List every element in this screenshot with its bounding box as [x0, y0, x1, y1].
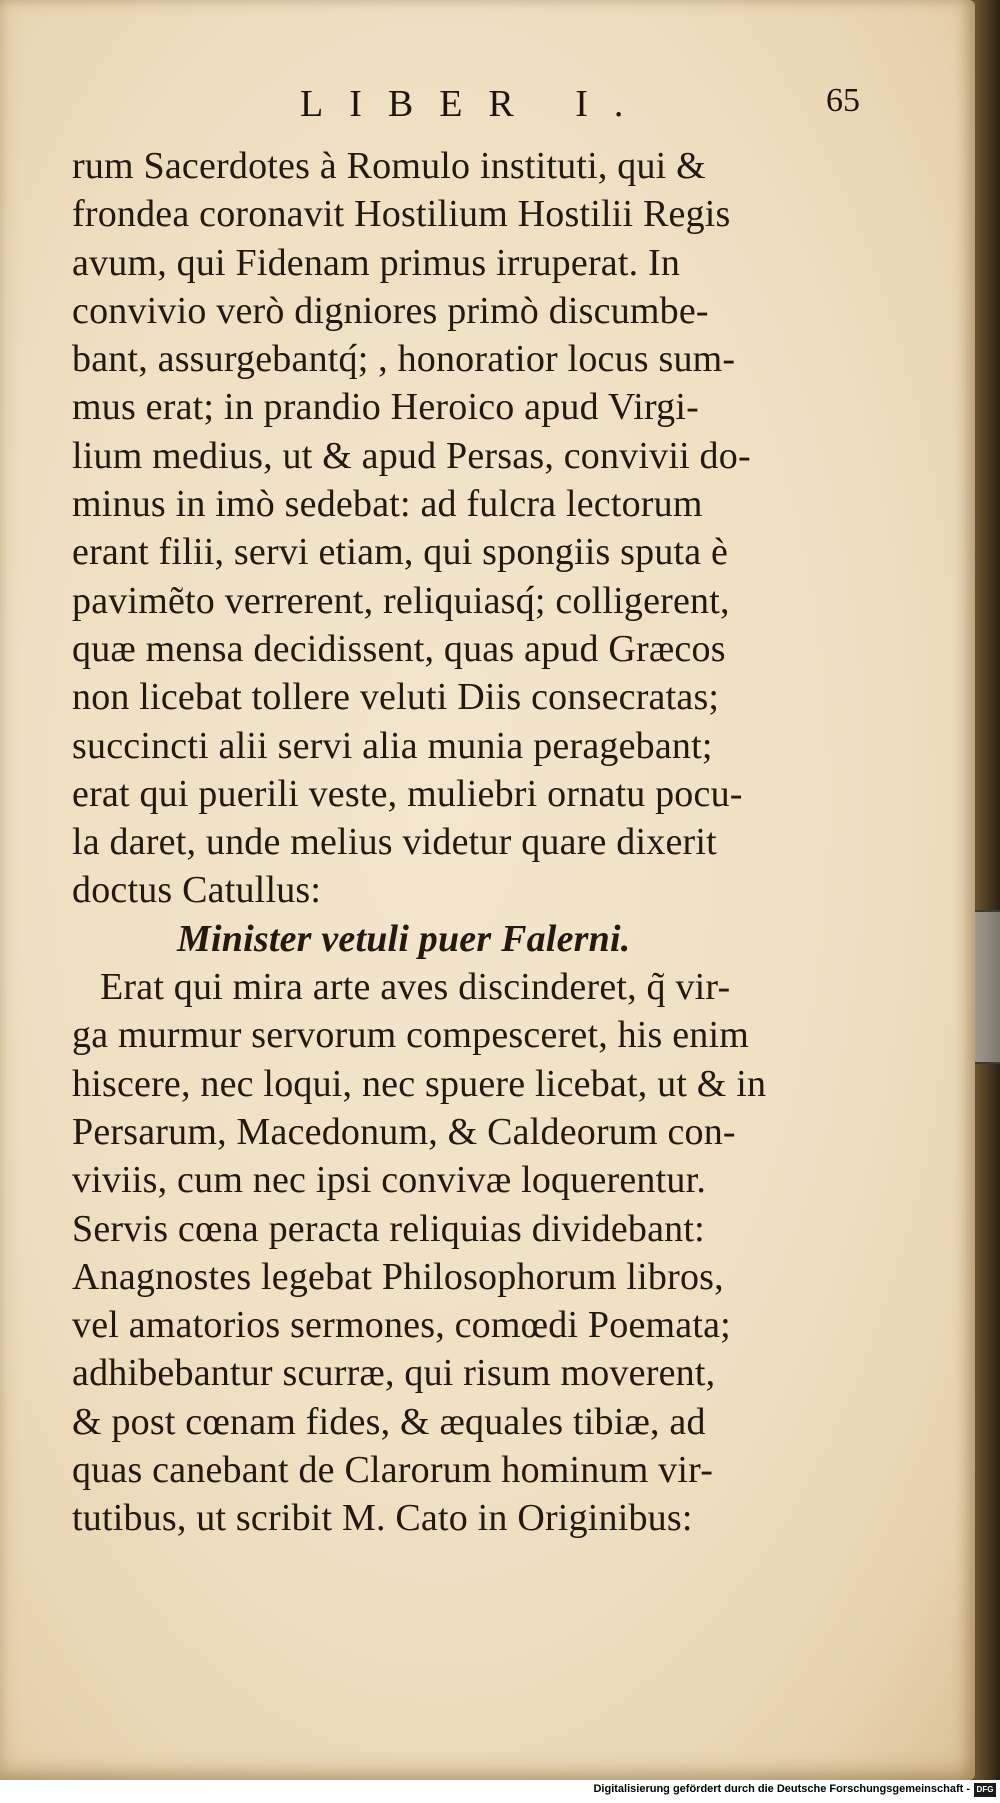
text-line: erat qui puerili veste, muliebri ornatu pocu-: [72, 772, 743, 815]
text-line: Persarum, Macedonum, & Caldeorum con-: [72, 1110, 736, 1153]
text-line: succincti alii servi alia munia peragebant;: [72, 724, 713, 767]
text-line: avum, qui Fidenam primus irruperat. In: [72, 241, 681, 284]
text-line: doctus Catullus:: [72, 869, 322, 912]
text-line: lium medius, ut & apud Persas, convivii do-: [72, 434, 751, 477]
verse-quotation: Minister vetuli puer Falerni.: [177, 917, 631, 960]
text-line: convivio verò digniores primò discumbe-: [72, 289, 709, 332]
text-line: erant filii, servi etiam, qui spongiis sputa è: [72, 531, 729, 574]
text-line: quas canebant de Clarorum hominum vir-: [72, 1449, 714, 1492]
digitization-footer: [0, 1780, 1000, 1803]
text-line: mus erat; in prandio Heroico apud Virgi-: [72, 386, 699, 429]
text-line: rum Sacerdotes à Romulo instituti, qui &: [72, 145, 706, 187]
running-head-title: LIBER I.: [300, 83, 650, 125]
text-line: la daret, unde melius videtur quare dixerit: [72, 821, 717, 864]
body-text: [72, 142, 877, 1543]
text-line: non licebat tollere veluti Diis consecratas;: [72, 676, 720, 719]
text-line: tutibus, ut scribit M. Cato in Originibus:: [72, 1497, 693, 1540]
text-line: pavimẽto verrerent, reliquiasq́; colligerent,: [72, 579, 730, 622]
text-line: Erat qui mira arte aves discinderet, q̃ vir-: [100, 966, 731, 1009]
text-line: frondea coronavit Hostilium Hostilii Regis: [72, 193, 731, 236]
text-line: hiscere, nec loqui, nec spuere licebat, ut & in: [72, 1062, 767, 1105]
text-line: adhibebantur scurræ, qui risum moverent,: [72, 1352, 716, 1395]
funding-credit: Digitalisierung gefördert durch die Deutsche Forschungsgemeinschaft -: [593, 1783, 970, 1795]
running-head: [300, 82, 860, 132]
text-line: minus in imò sedebat: ad fulcra lectorum: [72, 483, 703, 526]
text-line: Anagnostes legebat Philosophorum libros,: [72, 1255, 724, 1298]
text-line: ga murmur servorum compesceret, his enim: [72, 1014, 750, 1057]
text-line: Servis cœna peracta reliquias dividebant:: [72, 1207, 705, 1250]
text-line: quæ mensa decidissent, quas apud Græcos: [72, 627, 726, 670]
text-line: & post cœnam fides, & æquales tibiæ, ad: [72, 1400, 706, 1443]
page-number: 65: [826, 82, 860, 119]
text-line: bant, assurgebantq́; , honoratior locus sum-: [72, 338, 736, 381]
dfg-logo: DFG: [974, 1783, 996, 1797]
text-line: vel amatorios sermones, comœdi Poemata;: [72, 1304, 731, 1347]
text-line: viviis, cum nec ipsi convivæ loquerentur.: [72, 1159, 707, 1202]
